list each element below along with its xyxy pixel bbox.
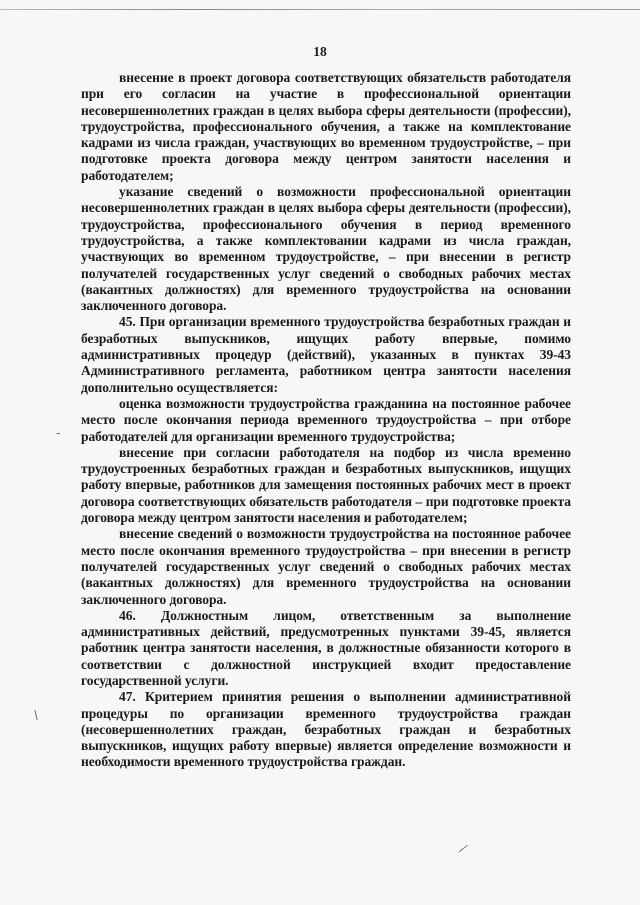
- paragraph: 45. При организации временного трудоустройства безработных граждан и безработных выпускников, ищущих работу впервые, помимо административных процедур (действий), указанных в пунктах 39-43 Административного регламента, работником центра занятости населения дополнительно осуществляется:: [81, 314, 571, 395]
- paragraph: внесение при согласии работодателя на подбор из числа временно трудоустроенных безработных граждан и безработных выпускников, ищущих работу впервые, работников для замещения постоянных рабочих мест в проект договора соответствующих обязательств работодателя – при подготовке проекта договора между центром занятости населения и работодателем;: [81, 444, 571, 526]
- scan-edge-line: [0, 9, 640, 10]
- paragraph: оценка возможности трудоустройства гражданина на постоянное рабочее место после окончания периода временного трудоустройства – при отборе работодателей для организации временного трудоустройства;: [81, 395, 571, 444]
- page-number: 18: [313, 44, 327, 59]
- paragraph: внесение в проект договора соответствующих обязательств работодателя при его согласии на участие в профессиональной ориентации несовершеннолетних граждан в целях выбора сферы деятельности (профессии), трудоустройства, профессионального обучения, а также на комплектование кадрами из числа граждан, участвующих во временном трудоустройстве, – при подготовке проекта договора между центром занятости населения и работодателем;: [81, 70, 571, 183]
- paragraph: 46. Должностным лицом, ответственным за выполнение административных действий, предусмотренных пунктами 39-45, является работник центра занятости населения, в должностные обязанности которого в соответствии с должностной инструкцией входит предоставление государственной услуги.: [81, 607, 571, 688]
- scan-speck-mark: ⁄: [459, 842, 467, 856]
- paragraph: внесение сведений о возможности трудоустройства на постоянное рабочее место после окончания временного трудоустройства – при внесении в регистр получателей государственных услуг сведений о свободных рабочих местах (вакантных должностях) для временного трудоустройства на основании заключенного договора.: [81, 526, 571, 607]
- paragraph: 47. Критерием принятия решения о выполнении административной процедуры по организации временного трудоустройства граждан (несовершеннолетних граждан, безработных граждан и безработных выпускников, ищущих работу впервые) является определение возможности и необходимости временного трудоустройства граждан.: [81, 689, 571, 770]
- margin-tick-mark: -: [56, 426, 61, 440]
- margin-tick-mark: /: [30, 707, 42, 723]
- document-body: [81, 70, 571, 771]
- paragraph: указание сведений о возможности профессиональной ориентации несовершеннолетних граждан в целях выбора сферы деятельности (профессии), трудоустройства, профессионального обучения в период временного трудоустройства, а также комплектовании кадрами из числа граждан, участвующих во временном трудоустройстве, – при внесении в регистр получателей государственных услуг сведений о свободных рабочих местах (вакантных должностях) для временного трудоустройства на основании заключенного договора.: [81, 184, 571, 314]
